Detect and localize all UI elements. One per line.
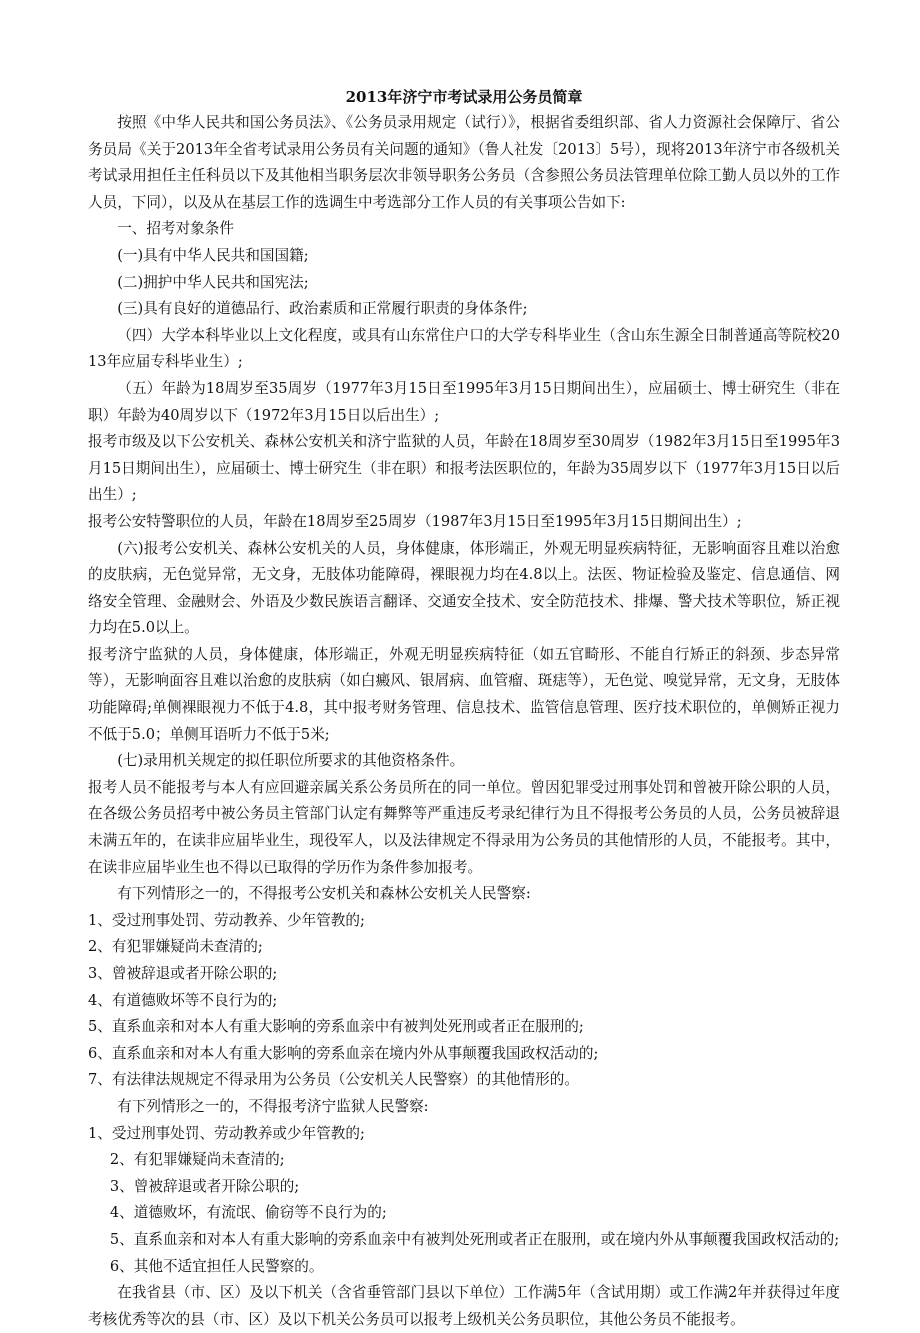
condition-item: （四）大学本科毕业以上文化程度，或具有山东常住户口的大学专科毕业生（含山东生源全日制普通高等院校2013年应届专科毕业生）; — [88, 326, 840, 371]
list-item: 2、有犯罪嫌疑尚未查清的; — [88, 938, 263, 956]
document-page — [88, 86, 840, 1333]
list-item: 7、有法律法规规定不得录用为公务员（公安机关人民警察）的其他情形的。 — [88, 1071, 579, 1089]
list-heading: 有下列情形之一的，不得报考公安机关和森林公安机关人民警察: — [117, 885, 531, 903]
list-item: 1、受过刑事处罚、劳动教养、少年管教的; — [88, 911, 365, 929]
condition-note: 报考济宁监狱的人员，身体健康，体形端正，外观无明显疾病特征（如五官畸形、不能自行矫正的斜颈、步态异常等），无影响面容且难以治愈的皮肤病（如白癜风、银屑病、血管瘤、斑痣等），无色觉、嗅觉异常，无文身，无肢体功能障碍;单侧裸眼视力不低于4.8，其中报考财务管理、信息技术、监管信息管理、医疗技术职位的，单侧矫正视力不低于5.0；单侧耳语听力不低于5米; — [88, 645, 840, 743]
list-item: 6、其他不适宜担任人民警察的。 — [109, 1257, 324, 1275]
condition-item: (七)录用机关规定的拟任职位所要求的其他资格条件。 — [117, 752, 465, 770]
condition-note: 报考市级及以下公安机关、森林公安机关和济宁监狱的人员，年龄在18周岁至30周岁（1982年3月15日至1995年3月15日期间出生），应届硕士、博士研究生（非在职）和报考法医职位的，年龄为35周岁以下（1977年3月15日以后出生）; — [88, 433, 840, 504]
closing-paragraph: 在我省县（市、区）及以下机关（含省垂管部门县以下单位）工作满5年（含试用期）或工作满2年并获得过年度考核优秀等次的县（市、区）及以下机关公务员可以报考上级机关公务员职位，其他公务员不能报考。 — [88, 1284, 840, 1328]
list-item: 5、直系血亲和对本人有重大影响的旁系血亲中有被判处死刑或者正在服刑的; — [88, 1018, 584, 1036]
condition-item: (六)报考公安机关、森林公安机关的人员，身体健康，体形端正，外观无明显疾病特征，无影响面容且难以治愈的皮肤病，无色觉异常，无文身，无肢体功能障碍，裸眼视力均在4.8以上。法医、物证检验及鉴定、信息通信、网络安全管理、金融财会、外语及少数民族语言翻译、交通安全技术、安全防范技术、排爆、警犬技术等职位，矫正视力均在5.0以上。 — [88, 539, 840, 637]
list-item: 2、有犯罪嫌疑尚未查清的; — [109, 1151, 285, 1169]
list-heading: 有下列情形之一的，不得报考济宁监狱人民警察: — [117, 1097, 429, 1115]
list-item: 6、直系血亲和对本人有重大影响的旁系血亲在境内外从事颠覆我国政权活动的; — [88, 1044, 599, 1062]
list-item: 5、直系血亲和对本人有重大影响的旁系血亲中有被判处死刑或者正在服刑，或在境内外从事颠覆我国政权活动的; — [109, 1230, 840, 1248]
condition-note: 报考公安特警职位的人员，年龄在18周岁至25周岁（1987年3月15日至1995年3月15日期间出生）; — [88, 512, 742, 530]
list-item: 3、曾被辞退或者开除公职的; — [109, 1177, 300, 1195]
condition-item: （五）年龄为18周岁至35周岁（1977年3月15日至1995年3月15日期间出生），应届硕士、博士研究生（非在职）年龄为40周岁以下（1972年3月15日以后出生）; — [88, 379, 840, 424]
condition-item: (一)具有中华人民共和国国籍; — [117, 246, 309, 264]
list-item: 1、受过刑事处罚、劳动教养或少年管教的; — [88, 1124, 365, 1142]
list-item: 4、道德败坏，有流氓、偷窃等不良行为的; — [109, 1204, 387, 1222]
list-item: 4、有道德败坏等不良行为的; — [88, 991, 278, 1009]
section-heading: 一、招考对象条件 — [117, 220, 234, 238]
list-item: 3、曾被辞退或者开除公职的; — [88, 965, 278, 982]
condition-item: (三)具有良好的道德品行、政治素质和正常履行职责的身体条件; — [117, 300, 528, 318]
document-title: 2013年济宁市考试录用公务员简章 — [345, 88, 583, 106]
intro-paragraph: 按照《中华人民共和国公务员法》、《公务员录用规定（试行）》，根据省委组织部、省人力资源社会保障厅、省公务员局《关于2013年全省考试录用公务员有关问题的通知》（鲁人社发〔2013〕5号），现将2013年济宁市各级机关考试录用担任主任科员以下及其他相当职务层次非领导职务公务员（含参照公务员法管理单位除工勤人员以外的工作人员，下同），以及从在基层工作的选调生中考选部分工作人员的有关事项公告如下: — [88, 114, 840, 211]
condition-item: (二)拥护中华人民共和国宪法; — [117, 273, 309, 291]
restriction-paragraph: 报考人员不能报考与本人有应回避亲属关系公务员所在的同一单位。曾因犯罪受过刑事处罚和曾被开除公职的人员，在各级公务员招考中被公务员主管部门认定有舞弊等严重违反考录纪律行为且不得报考公务员的人员，公务员被辞退未满五年的，在读非应届毕业生，现役军人，以及法律规定不得录用为公务员的其他情形的人员，不能报考。其中，在读非应届毕业生也不得以已取得的学历作为条件参加报考。 — [88, 778, 840, 876]
